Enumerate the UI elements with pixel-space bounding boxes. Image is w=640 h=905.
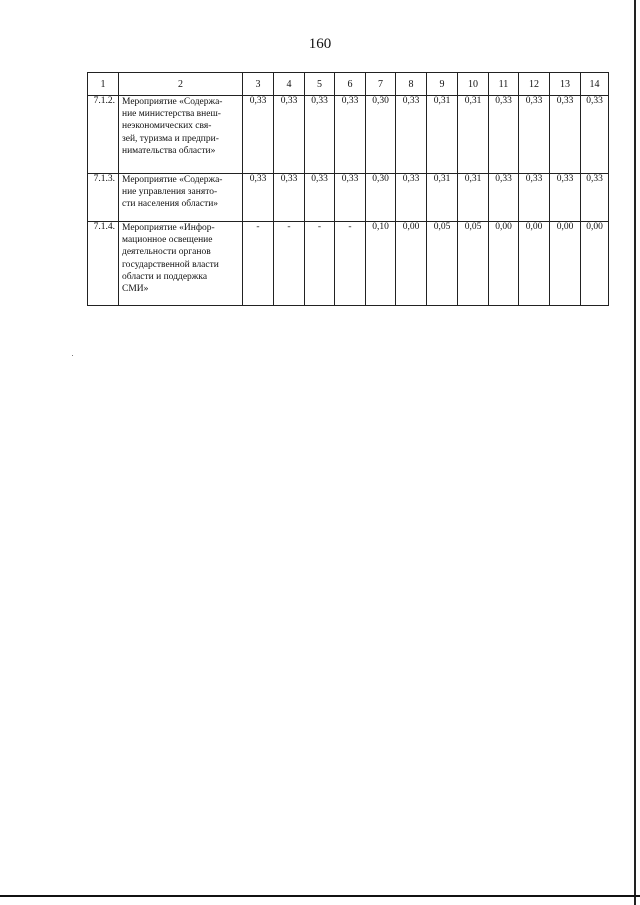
- row-name-line: зей, туризма и предпри-: [122, 133, 219, 144]
- value-cell: 0,33: [274, 96, 305, 174]
- row-name-line: области и поддержка: [122, 271, 208, 282]
- header-cell: 8: [396, 73, 427, 96]
- header-cell: 6: [335, 73, 366, 96]
- value-cell: 0,30: [366, 96, 396, 174]
- value-cell: 0,33: [489, 174, 519, 222]
- row-name-line: сти населения области»: [122, 199, 219, 210]
- value-cell: 0,00: [581, 222, 609, 306]
- value-cell: 0,33: [305, 96, 335, 174]
- header-row: [88, 73, 609, 96]
- value-cell: 0,33: [335, 174, 366, 222]
- value-cell: 0,33: [581, 96, 609, 174]
- value-cell: 0,33: [396, 174, 427, 222]
- value-cell: 0,05: [458, 222, 489, 306]
- value-cell: 0,33: [581, 174, 609, 222]
- value-cell: 0,33: [335, 96, 366, 174]
- header-cell: 4: [274, 73, 305, 96]
- header-cell: 10: [458, 73, 489, 96]
- row-name-line: Мероприятие «Инфор-: [122, 223, 215, 233]
- value-cell: 0,33: [519, 174, 550, 222]
- value-cell: 0,31: [427, 174, 458, 222]
- header-cell: 7: [366, 73, 396, 96]
- row-name-line: нимательства области»: [122, 145, 216, 156]
- row-name-line: государственной власти: [122, 259, 219, 270]
- value-cell: 0,00: [396, 222, 427, 306]
- value-cell: 0,00: [519, 222, 550, 306]
- value-cell: 0,33: [274, 174, 305, 222]
- value-cell: 0,33: [243, 174, 274, 222]
- value-cell: 0,00: [489, 222, 519, 306]
- row-name-line: СМИ»: [122, 284, 149, 295]
- value-cell: 0,33: [396, 96, 427, 174]
- value-cell: 0,30: [366, 174, 396, 222]
- header-cell: 9: [427, 73, 458, 96]
- header-cell: 14: [581, 73, 609, 96]
- value-cell: 0,33: [550, 96, 581, 174]
- page-number: 160: [308, 36, 332, 52]
- value-cell: -: [274, 222, 305, 306]
- table-row: [88, 174, 609, 222]
- table-row: [88, 222, 609, 306]
- row-name-line: неэкономических свя-: [122, 121, 212, 132]
- value-cell: -: [305, 222, 335, 306]
- value-cell: -: [335, 222, 366, 306]
- value-cell: 0,33: [305, 174, 335, 222]
- row-name-line: ние управления занято-: [122, 187, 218, 198]
- row-name-line: деятельности органов: [122, 247, 211, 258]
- value-cell: 0,31: [427, 96, 458, 174]
- scan-edge-right: [634, 0, 636, 905]
- row-name-line: Мероприятие «Содержа-: [122, 97, 223, 107]
- value-cell: 0,10: [366, 222, 396, 306]
- row-name: [119, 96, 243, 174]
- row-name-line: Мероприятие «Содержа-: [122, 175, 223, 185]
- data-table: [87, 72, 609, 306]
- header-cell: 13: [550, 73, 581, 96]
- row-name-line: ние министерства внеш-: [122, 109, 221, 120]
- row-number: 7.1.4.: [88, 222, 119, 306]
- value-cell: 0,05: [427, 222, 458, 306]
- row-number: 7.1.2.: [88, 96, 119, 174]
- header-cell: 1: [88, 73, 119, 96]
- header-cell: 3: [243, 73, 274, 96]
- value-cell: 0,31: [458, 96, 489, 174]
- header-cell: 11: [489, 73, 519, 96]
- value-cell: -: [243, 222, 274, 306]
- value-cell: 0,33: [550, 174, 581, 222]
- value-cell: 0,33: [489, 96, 519, 174]
- row-name-line: мационное освещение: [122, 235, 213, 246]
- table-row: [88, 96, 609, 174]
- value-cell: 0,33: [519, 96, 550, 174]
- value-cell: 0,33: [243, 96, 274, 174]
- scan-speck: [72, 355, 73, 356]
- header-cell: 2: [119, 73, 243, 96]
- row-name: [119, 174, 243, 222]
- value-cell: 0,31: [458, 174, 489, 222]
- row-name: [119, 222, 243, 306]
- header-cell: 12: [519, 73, 550, 96]
- row-number: 7.1.3.: [88, 174, 119, 222]
- header-cell: 5: [305, 73, 335, 96]
- scan-edge-bottom: [0, 895, 640, 897]
- value-cell: 0,00: [550, 222, 581, 306]
